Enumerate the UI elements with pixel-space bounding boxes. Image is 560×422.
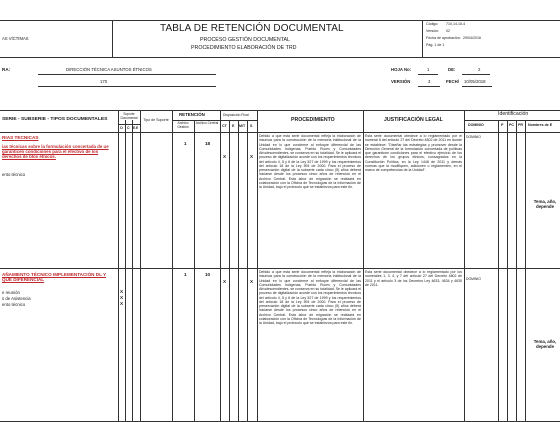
col-line-p [498, 120, 499, 422]
support-sub-ee: E.E [133, 126, 139, 130]
sheet-label: HOJA No: [391, 67, 412, 72]
disposition-sub-line [220, 120, 257, 121]
col-line-ag [172, 110, 173, 422]
row-ac-value: 10 [205, 272, 211, 277]
row-ac-value: 18 [205, 141, 211, 146]
col-line-support-c [125, 120, 126, 422]
meta-date-underline [462, 86, 492, 87]
retention-sub-ag: Archivo Gestión [177, 121, 189, 129]
row-names: Tema, año, depende [533, 199, 557, 210]
ident-sub-line [464, 120, 560, 121]
header-divider-left [112, 20, 113, 58]
row-domain: DOMINIO [466, 277, 481, 281]
office-code-value: 170 [100, 79, 108, 84]
col-line-support [118, 110, 119, 422]
table-header-bottom [0, 132, 560, 133]
procedure-subtitle: PROCEDIMIENTO ELABORACIÓN DE TRD [191, 45, 297, 51]
col-line-mt [238, 120, 239, 422]
row-ct-mark: X [223, 154, 227, 159]
col-line-ac [194, 120, 195, 422]
page-label: Pág. 1 de 1 [426, 43, 445, 47]
col-line-justification [363, 110, 364, 422]
col-header-type: Tipo de Soporte [143, 118, 169, 122]
row-subseries: ias técnicas sobre la formulación concertada de ue garanticen condiciones para el efectivo de los derechos de blos étnicos. [2, 144, 109, 160]
meta-version-label: VERSIÓN [391, 79, 411, 84]
disposition-sub-s: S [250, 124, 253, 128]
row-doc-type: ento técnico [2, 302, 26, 307]
row-names: Tema, año, depende [533, 339, 557, 350]
support-sub-o: O [120, 126, 123, 130]
row-procedure: Debido a que esta serie documental refleja la elaboración de insumos para la construcción de la memoria institucional de la Unidad en lo que concierne al enfoque diferencial de las Comunidades Indígenas, Pueblo Room y Comunidades Afrodescendientes, se conserva en su totalidad. Se le aplicará el proceso de digitalización acorde con los requerimientos técnicos del artículo 4, 5 y 6 de la Ley 527 de 1999 y los requerimientos del artículo 18 de la Ley 594 de 2000. Para el proceso de preservación digital de la subserie cada cinco (5) años deberá iniciarse desde los procesos cinco años de retención en el Archivo Central. Esta labor de migración se realizará en colaboración con la Oficina de Tecnologías de la Información de la Unidad, bajo el protocolo que se establezca para este fin. [259, 270, 361, 325]
col-header-identification: Identificación [498, 111, 529, 117]
disposition-sub-ct: CT [222, 124, 227, 128]
row-s-mark: X [250, 154, 254, 159]
disposition-sub-e: E [232, 124, 235, 128]
meta-date-value: 10/05/2018 [464, 79, 486, 84]
row-ag-value: 1 [184, 272, 187, 277]
version-value: 02 [446, 29, 450, 33]
row-support-mark: X [120, 295, 124, 300]
row-doc-type: ento técnico [2, 172, 26, 177]
of-underline [462, 74, 490, 75]
col-line-e [229, 120, 230, 422]
of-value: 2 [478, 67, 481, 72]
col-line-names [525, 120, 526, 422]
row-support-mark: X [120, 301, 124, 306]
code-underline [38, 86, 216, 87]
col-line-type [140, 110, 141, 422]
process-subtitle: PROCESO GESTIÓN DOCUMENTAL [200, 37, 290, 43]
version-label: Versión: [426, 29, 439, 33]
of-label: DE: [448, 67, 456, 72]
ident-sub-pc: PC [509, 123, 514, 127]
disposition-sub-mt: M/T [239, 124, 246, 128]
ident-sub-names: Nombres de E [528, 123, 553, 127]
col-line-s [247, 120, 248, 422]
row-support-mark: X [120, 289, 124, 294]
row-ct-mark: X [223, 279, 227, 284]
meta-version-value: 3 [428, 79, 431, 84]
header-divider-right [422, 20, 423, 58]
row-justification: Esta serie documental obedece a lo reglamentado por los numerales 1, 3, 4, y 7 del artículo 27 del Decreto 4802 de 2011 y el artículo 3 de los Decretos Ley 4633, 4634 y 4635 de 2011. [365, 270, 462, 287]
meta-date-label: FECH/ [446, 79, 459, 84]
row-series: RIAS TECNICAS [2, 135, 39, 140]
approval-date-label: Fecha de aprobación: [426, 36, 461, 40]
retention-sub-ac: Archivo Central [195, 121, 219, 125]
row-s-mark: X [250, 279, 254, 284]
sheet-underline [418, 74, 438, 75]
sheet-value: 1 [427, 67, 430, 72]
ident-sub-p: P [501, 123, 504, 127]
row-justification: Esta serie documental obedece a lo reglamentado por el numeral 8 del artículo 27 del Decreto 4802 de 2011 en donde se establece: "Diseñar las estrategias y promover desde la Dirección General de la formulación concertada de políticas que garanticen condiciones para el efectivo ejercicio de los derechos de los grupos étnicos, consagrados en la Constitución Política, en la Ley 1448 de 2011 y demás normas que la modifiquen, adicionen o reglamenten, en el marco de competencias de la Unidad". [365, 134, 462, 172]
support-sub-c: C [127, 126, 130, 130]
approval-date-value: 29/04/2016 [463, 36, 481, 40]
row-doc-type: s de Asistencia [2, 296, 31, 301]
document-title: TABLA DE RETENCIÓN DOCUMENTAL [160, 23, 344, 34]
office-label: RA: [2, 67, 11, 72]
col-line-pr [516, 120, 517, 422]
col-line-pc [507, 120, 508, 422]
office-value: DIRECCIÓN TÉCNICA ASUNTOS ÉTNICOS [66, 67, 152, 72]
col-header-series: SERIE - SUBSERIE - TIPOS DOCUMENTALES [2, 117, 108, 122]
ident-sub-pr: PR [518, 123, 523, 127]
code-label: Código: [426, 22, 439, 26]
col-header-disposition: Disposición Final [223, 113, 249, 117]
ident-sub-domain: DOMINIO [468, 123, 484, 127]
row-doc-type: e reunión [2, 290, 20, 295]
col-header-justification: JUSTIFICACIÓN LEGAL [384, 117, 443, 123]
code-value: 710,14,15-4 [446, 22, 466, 26]
col-line-ident [464, 110, 465, 422]
col-line-support-e [132, 120, 133, 422]
row-domain: DOMINIO [466, 135, 481, 139]
meta-version-underline [418, 86, 440, 87]
row-series: AÑAMIENTO TÉCNICO IMPLEMENTACIÓN DL Y QUE DIFERENCIAL [2, 272, 107, 283]
col-line-ct [220, 110, 221, 422]
support-sub-line [118, 124, 140, 125]
office-underline [38, 74, 216, 75]
col-header-support: Soporte Documental [120, 112, 138, 120]
col-header-retention: RETENCIÓN [179, 112, 205, 117]
row-procedure: Debido a que esta serie documental refleja la elaboración de insumos para la construcción de la memoria institucional de la Unidad en lo que concierne al enfoque diferencial de las Comunidades Indígenas, Pueblo Room y Comunidades Afrodescendientes, se conserva en su totalidad. Se le aplicará el proceso de digitalización acorde con los requerimientos técnicos del artículo 4, 5 y 6 de la Ley 527 de 1999 y los requerimientos del artículo 18 de la Ley 594 de 2000. Para el proceso de preservación digital de la subserie cada cinco (5) años deberá iniciarse desde los procesos cinco años de retención en el Archivo Central. Esta labor de migración se realizará en colaboración con la Oficina de Tecnologías de la Información de la Unidad, bajo el protocolo que se establezca para este fin. [259, 134, 361, 189]
col-header-procedure: PROCEDIMIENTO [291, 117, 335, 123]
org-line: AS VÍCTIMAS [2, 36, 29, 41]
col-line-procedure [257, 110, 258, 422]
row-ag-value: 1 [184, 141, 187, 146]
row-divider [0, 268, 560, 269]
